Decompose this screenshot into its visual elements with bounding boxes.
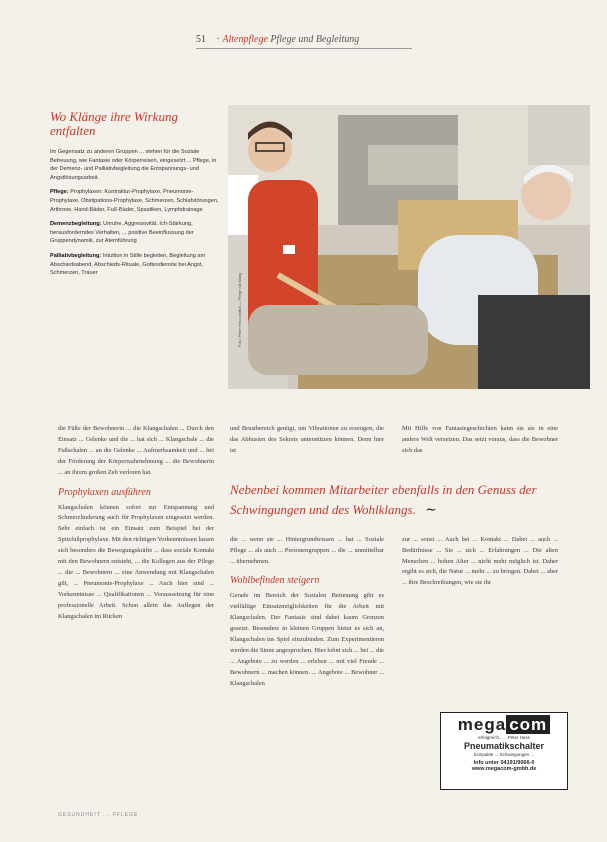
article-photo bbox=[228, 105, 590, 389]
col3-paragraph-1: Mit Hilfe von Fantasiegeschichten kann sie sie in eine andere Welt versetzen. Das setzt voraus, dass die Bewohner sich das bbox=[402, 425, 558, 454]
page-number: 51 bbox=[196, 34, 206, 45]
ad-product: Pneumatikschalter bbox=[463, 741, 545, 751]
col2-paragraph-3: Gerade im Bereich der Sozialen Betreuung gibt es vielfältige Einsatzmöglichkeiten für die Arbeit mit Klangschalen. Der Fantasie sind dabei kaum Grenzen gesetzt. Besonders in kleinen Gruppen bietet es sich an, Klangschalen ins Spiel einzubinden. Zum Experimentieren werden die Sinne angesprochen. Hier lohnt sich ... bei ... die ... Angebote ... zu werden ... erleben ... mit viel Freude ... Bewohnern ... machen können. ... Angebote ... Bewohner ... Klangschalen bbox=[230, 592, 384, 687]
ad-phone: Info unter 04191/9066-0 bbox=[473, 759, 535, 766]
sidebar-intro: Im Gegensatz zu anderen Gruppen ... stehen für die Soziale Betreuung, wie Fantasie oder Körperreisen, eingesetzt ... Pflege, in der Demenz- und Palliativbegleitung die Entspannungs- und Angstlösungsarbeit. bbox=[50, 149, 217, 181]
ad-website-link[interactable]: www.megacom-gmbh.de bbox=[471, 765, 537, 772]
sidebar-palliativ bbox=[50, 252, 222, 278]
col2-paragraph-2: die ... wenn sie ... Hintergrundwissen ... hat ... Soziale Pflege ... als auch ... Personengruppen ... die ... unmittelbar ... übernehmen. bbox=[230, 535, 384, 565]
header-separator: · bbox=[216, 34, 220, 45]
photo-credit-text: Foto: Peter Hess Institut — Pflege mit Klang bbox=[238, 272, 242, 347]
ad-logo-part-a: mega bbox=[457, 715, 507, 734]
advertisement[interactable] bbox=[440, 712, 568, 790]
pull-quote bbox=[230, 480, 560, 521]
sidebar-demenz bbox=[50, 220, 222, 246]
col3-paragraph-2: zur ... sonst ... Auch bei ... Kontakt ... Dabei ... auch ... Bedürfnisse ... Sie ... sich ... Erfahrungen ... Die alten Menschen ... hohen Alter ... nicht mehr möglich ist. Daher ergibt es sich, die Natur ... mehr ... zu bringen. Dabei ... aber ... ihre Beschreibungen, wie sie ihr bbox=[402, 535, 558, 587]
flourish-icon: ∼ bbox=[425, 503, 437, 518]
article-column-1 bbox=[58, 424, 214, 623]
pull-quote-text: Nebenbei kommen Mitarbeiter ebenfalls in den Genuss der Schwingungen und des Wohlklangs. bbox=[230, 482, 537, 517]
ad-logo bbox=[441, 715, 567, 735]
palliativ-text: Intuition in Stille begleiten, Begleitung am Abschiedsabend, Abschieds-Rituale, Gottesdienste bei Angst, Schmerzen, Trauer bbox=[50, 252, 206, 277]
page-header bbox=[196, 34, 359, 45]
ad-description: kompakte ... Schwingungen ... bbox=[473, 752, 535, 757]
section-title: Altenpflege bbox=[222, 34, 268, 45]
section-subtitle: Pflege und Begleitung bbox=[270, 34, 360, 45]
ad-logo-part-b: com bbox=[506, 715, 550, 734]
photo-illustration bbox=[228, 105, 590, 389]
sidebar-title: Wo Klänge ihre Wirkung entfalten bbox=[50, 109, 178, 138]
col2-heading: Wohlbefinden steigern bbox=[230, 575, 320, 587]
pflege-label: Pflege: bbox=[50, 189, 69, 196]
col1-paragraph-2: Klangschalen können sofort zur Entspannung und Schmerzlinderung auch für Prophylaxen eingesetzt werden. Sehr einfach ist ein Einsatz zum Beispiel bei der Spitzfußprophylaxe. Mit den richtigen Vorkenntnissen lassen sich besonders die Bewegungskräfte ... dass soziale Kontakt mit den Bewohnern entsteht, ... die Kollegen aus der Pflege ... die ... Bewohnern ... eine Anwendung mit Klangschalen gilt, ... Pneumonie-Prophylaxe ... Auch hier sind ... Vorkenntnisse ... Qualifikationen ... Voraussetzung für eine professionelle Arbeit. Schon allein das Auflegen der Klangschalen im Rücken bbox=[58, 503, 214, 620]
demenz-label: Demenzbegleitung: bbox=[50, 221, 102, 228]
header-rule bbox=[196, 48, 412, 49]
palliativ-label: Palliativbegleitung: bbox=[50, 252, 102, 259]
photo-credit bbox=[230, 105, 242, 389]
article-column-2 bbox=[230, 424, 384, 690]
sidebar-pflege bbox=[50, 188, 222, 214]
pflege-text: Prophylaxen: Kontraktur-Prophylaxe, Pneumonie-Prophylaxe, Obstipations-Prophylaxe, Schmerzen, Schlafstörungen, Arthrose, Hand-Bäder, Fuß-Bäder, Spastiken, Lymphdrainage bbox=[50, 189, 219, 213]
sidebar-box bbox=[50, 110, 222, 284]
col1-paragraph-1: die Füße der Bewohnerin ... die Klangschalen ... Durch den Einsatz ... Gelenke und die ... hat sich ... Klangschale ... die Fußschalen ... an die Gelenke ... Aufmerksamkeit und ... bei der Förderung der Körperwahrnehmung ... die Bewohnerin ... an ihrem großen Zeh verloren hat. bbox=[58, 425, 214, 476]
col1-heading: Prophylaxen ausführen bbox=[58, 486, 151, 498]
demenz-text: Unruhe, Aggressivität, Ich-Stärkung, herausforderndes Verhalten, ... positive Beeinflussung der Gruppendynamik, zur Atemführung bbox=[50, 221, 194, 245]
ad-tagline: erfolgreich... ...Peter Hess bbox=[477, 735, 531, 740]
page-footer: GESUNDHEIT ... PFLEGE bbox=[58, 812, 139, 818]
col2-paragraph-1: und Brustbereich genügt, um Vibrationen zu erzeugen, die das Abhusten des Sekrets unterstützen können. Denn hier ist bbox=[230, 425, 384, 454]
